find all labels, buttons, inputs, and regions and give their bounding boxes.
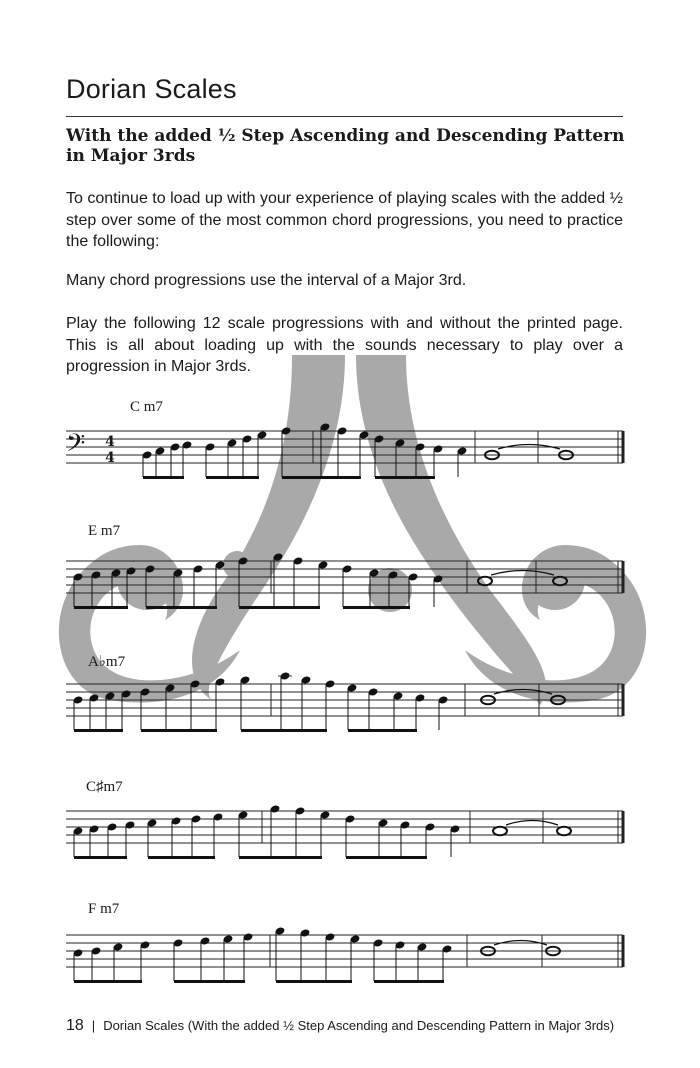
note-beam — [239, 606, 320, 609]
watermark-right-stroke — [356, 355, 546, 705]
note-beam — [343, 606, 410, 609]
paragraph-instructions: Play the following 12 scale progressions with and without the printed page. This is all about loading up with the sounds necessary to play over a progression in Major 3rds. — [66, 315, 623, 375]
staff-system — [66, 901, 623, 983]
chord-symbol: F m7 — [88, 901, 120, 917]
note-beam — [276, 980, 352, 983]
note-beam — [239, 856, 322, 859]
staff-system — [66, 399, 623, 479]
note-beam — [346, 856, 427, 859]
footer-running-title: Dorian Scales (With the added ½ Step Ascending and Descending Pattern in Major 3rds) — [103, 1018, 615, 1033]
paragraph-intro: To continue to load up with your experience of playing scales with the added ½ step over some of the most common chord progressions, you need to practice the following: — [66, 190, 623, 250]
note-beam — [74, 729, 123, 732]
chord-symbol: C m7 — [130, 399, 163, 415]
page-title: Dorian Scales — [66, 74, 237, 104]
chord-symbol: C♯m7 — [86, 779, 123, 795]
tie — [506, 821, 558, 826]
whole-note — [557, 827, 571, 835]
time-signature-top: 4 — [105, 434, 115, 450]
note-beam — [74, 606, 128, 609]
page-number: 18 — [66, 1017, 84, 1034]
watermark-center-left-dot — [223, 551, 251, 579]
paragraph-chord-progressions: Many chord progressions use the interval of a Major 3rd. — [66, 272, 467, 289]
note-beam — [375, 476, 435, 479]
note-beam — [141, 729, 217, 732]
chord-symbol: A♭m7 — [88, 654, 126, 670]
footer-separator: | — [91, 1018, 96, 1033]
note-beam — [374, 980, 444, 983]
note-beam — [348, 729, 417, 732]
note-beam — [206, 476, 259, 479]
note-beam — [146, 606, 217, 609]
watermark-left-stroke — [192, 355, 345, 700]
note-beam — [74, 980, 142, 983]
watermark-left-dot — [117, 550, 177, 610]
note-beam — [174, 980, 245, 983]
whole-note — [493, 827, 507, 835]
note-beam — [241, 729, 327, 732]
bass-clef-icon: 𝄢 — [66, 429, 86, 464]
note-beam — [143, 476, 184, 479]
page-footer — [66, 1017, 614, 1035]
note-beam — [74, 856, 127, 859]
note-beam — [148, 856, 215, 859]
watermark-right-dot — [525, 550, 585, 610]
chord-symbol: E m7 — [88, 523, 121, 539]
time-signature-bottom: 4 — [105, 450, 115, 466]
staff-system — [66, 779, 623, 859]
note-beam — [282, 476, 361, 479]
section-subtitle: With the added ½ Step Ascending and Descending Pattern in Major 3rds — [66, 126, 625, 166]
